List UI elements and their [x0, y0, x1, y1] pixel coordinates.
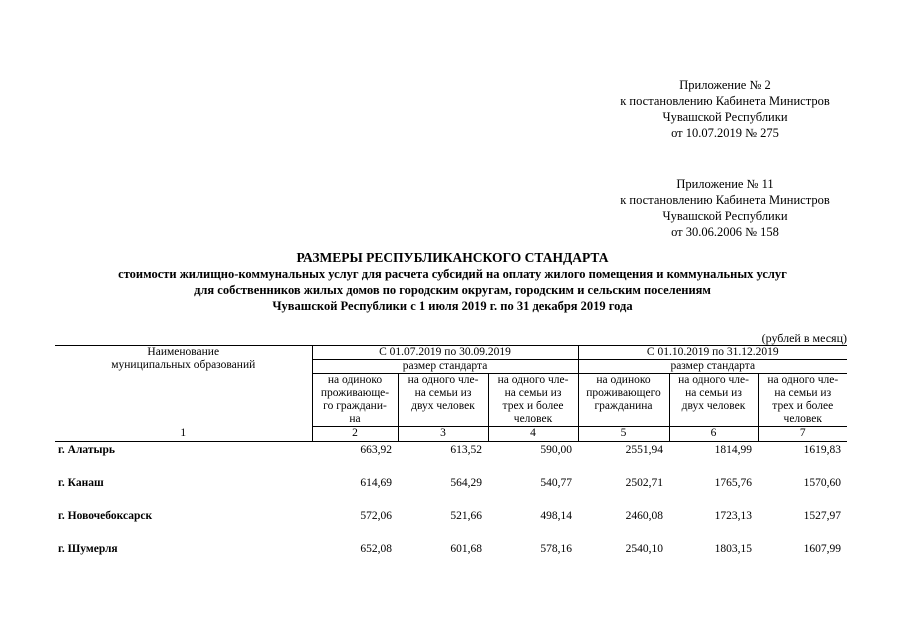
value-cell: 590,00	[540, 444, 572, 456]
column-number-1: 1	[55, 427, 312, 442]
table-row	[55, 475, 847, 508]
header-subcolumn-line: на одного чле-	[497, 374, 569, 386]
value-cell: 1765,76	[714, 477, 752, 489]
column-number-7: 7	[758, 427, 847, 442]
value-cell: 564,29	[450, 477, 482, 489]
header-municipality-line2: муниципальных образований	[111, 359, 256, 371]
header-subcolumn-line: на семьи из	[774, 387, 832, 399]
header-municipality	[55, 346, 312, 427]
header-subcolumn-line: проживающе-	[320, 387, 390, 399]
column-number-5: 5	[578, 427, 669, 442]
header-subcolumn-6	[669, 374, 758, 427]
appendix-republic: Чувашской Республики	[662, 209, 788, 223]
value-cell: 572,06	[360, 510, 392, 522]
municipality-name: г. Алатырь	[58, 444, 115, 456]
header-subcolumn-line: двух человек	[411, 400, 475, 412]
table-row	[55, 541, 847, 574]
value-cell: 2551,94	[625, 444, 663, 456]
header-subcolumn-line: трех и более	[772, 400, 834, 412]
units-note: (рублей в месяц)	[761, 331, 847, 345]
table-row	[55, 508, 847, 541]
value-cell: 1814,99	[714, 444, 752, 456]
column-number-6: 6	[669, 427, 758, 442]
header-subcolumn-line: на одного чле-	[767, 374, 839, 386]
header-subcolumn-line: на	[349, 413, 361, 425]
appendix-title: Приложение № 2	[679, 78, 771, 92]
municipality-name: г. Шумерля	[58, 543, 118, 555]
appendix-decree: к постановлению Кабинета Министров	[620, 193, 830, 207]
document-subtitle-line3: Чувашской Республики с 1 июля 2019 г. по 31 декабря 2019 года	[272, 299, 633, 313]
column-number-3: 3	[398, 427, 488, 442]
appendix-date: от 30.06.2006 № 158	[671, 225, 779, 239]
value-cell: 498,14	[540, 510, 572, 522]
header-subcolumn-line: двух человек	[681, 400, 746, 412]
header-subcolumn-2	[312, 374, 398, 427]
appendix-republic: Чувашской Республики	[662, 110, 788, 124]
appendix-block-2	[600, 176, 850, 240]
header-subcolumn-3	[398, 374, 488, 427]
header-subcolumn-4	[488, 374, 578, 427]
column-number-4: 4	[488, 427, 578, 442]
document-subtitle-line2: для собственников жилых домов по городским округам, городским и сельским поселениям	[194, 283, 711, 297]
header-subcolumn-line: на одиноко	[327, 374, 383, 386]
value-cell: 521,66	[450, 510, 482, 522]
appendix-date: от 10.07.2019 № 275	[671, 126, 779, 140]
header-subcolumn-5	[578, 374, 669, 427]
value-cell: 540,77	[540, 477, 572, 489]
header-standard-2: размер стандарта	[578, 360, 847, 374]
header-subcolumn-line: на одного чле-	[407, 374, 479, 386]
header-standard-1: размер стандарта	[312, 360, 578, 374]
header-subcolumn-line: трех и более	[502, 400, 564, 412]
appendix-block-1	[600, 77, 850, 141]
table-row	[55, 442, 847, 476]
header-subcolumn-line: на семьи из	[414, 387, 472, 399]
value-cell: 1803,15	[714, 543, 752, 555]
header-subcolumn-line: на одиноко	[596, 374, 651, 386]
value-cell: 2502,71	[625, 477, 663, 489]
header-municipality-line1: Наименование	[147, 346, 220, 358]
value-cell: 578,16	[540, 543, 572, 555]
column-number-2: 2	[312, 427, 398, 442]
value-cell: 1607,99	[803, 543, 842, 555]
header-period-2: С 01.10.2019 по 31.12.2019	[578, 346, 847, 360]
value-cell: 1619,83	[803, 444, 842, 456]
value-cell: 1527,97	[803, 510, 842, 522]
document-title: РАЗМЕРЫ РЕСПУБЛИКАНСКОГО СТАНДАРТА	[296, 250, 609, 265]
header-subcolumn-line: го граждани-	[323, 400, 387, 412]
value-cell: 2540,10	[625, 543, 663, 555]
header-period-1: С 01.07.2019 по 30.09.2019	[312, 346, 578, 360]
header-subcolumn-line: человек	[513, 413, 553, 425]
header-subcolumn-line: на семьи из	[685, 387, 742, 399]
municipality-name: г. Новочебоксарск	[58, 510, 153, 522]
header-subcolumn-line: проживающего	[586, 387, 661, 399]
value-cell: 601,68	[450, 543, 482, 555]
standards-table	[55, 345, 847, 574]
value-cell: 2460,08	[625, 510, 663, 522]
appendix-title: Приложение № 11	[676, 177, 774, 191]
header-subcolumn-line: на семьи из	[504, 387, 562, 399]
appendix-decree: к постановлению Кабинета Министров	[620, 94, 830, 108]
header-subcolumn-line: человек	[783, 413, 822, 425]
document-subtitle-line1: стоимости жилищно-коммунальных услуг для расчета субсидий на оплату жилого помещения и коммунальных услуг	[118, 267, 787, 281]
header-subcolumn-line: гражданина	[594, 400, 653, 412]
value-cell: 1570,60	[803, 477, 842, 489]
header-subcolumn-line: на одного чле-	[678, 374, 749, 386]
value-cell: 663,92	[360, 444, 392, 456]
header-subcolumn-7	[758, 374, 847, 427]
municipality-name: г. Канаш	[58, 477, 104, 489]
value-cell: 652,08	[360, 543, 392, 555]
value-cell: 614,69	[360, 477, 392, 489]
value-cell: 1723,13	[714, 510, 752, 522]
value-cell: 613,52	[450, 444, 482, 456]
